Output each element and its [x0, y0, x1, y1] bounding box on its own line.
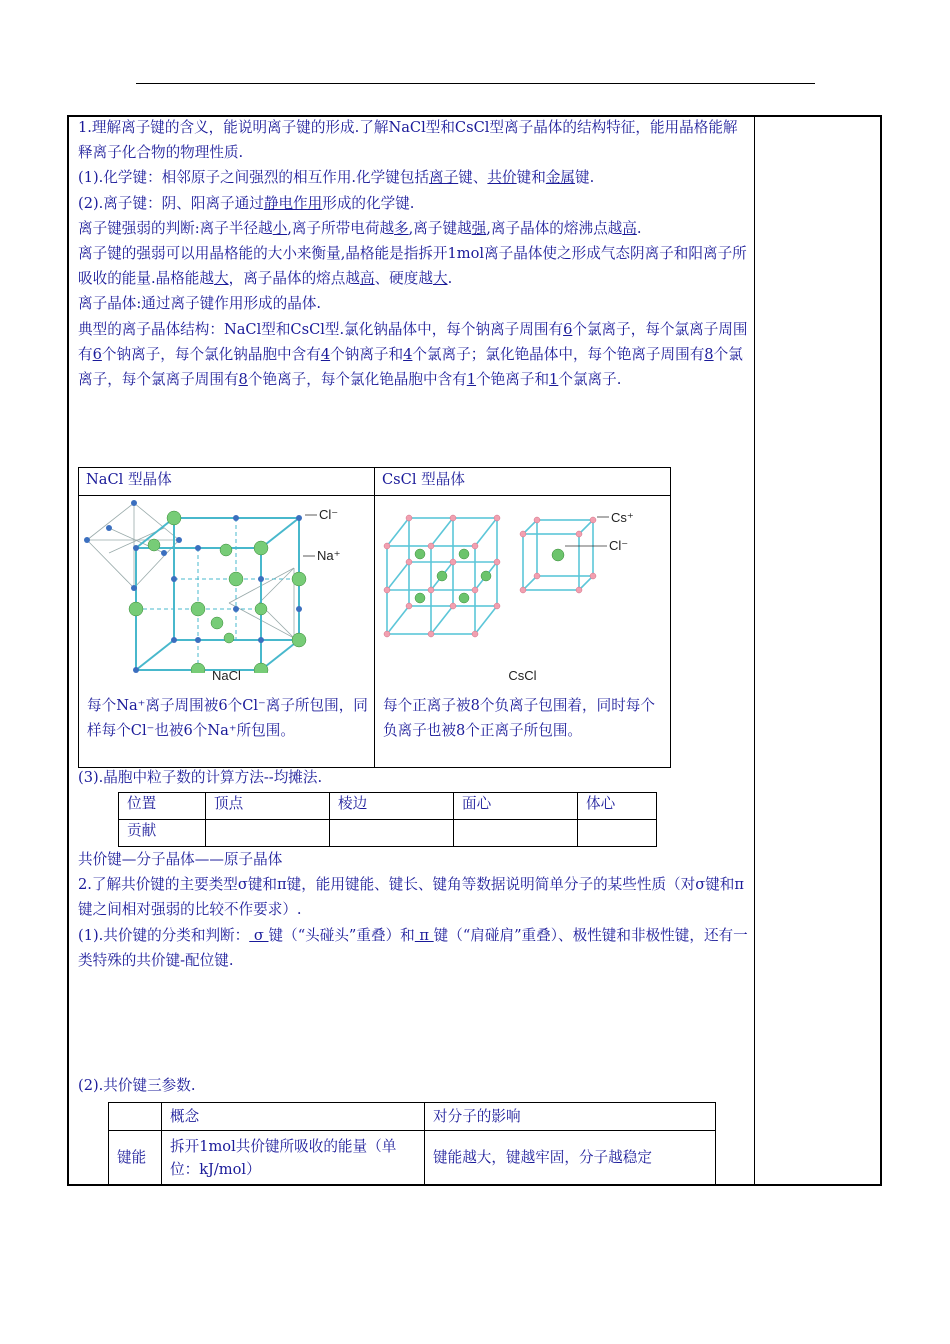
covalent-classification: (1).共价键的分类和判断： σ 键（“头碰头”重叠）和 π 键（“肩碰肩”重叠）、极性键和非极性键，还有一类特殊的共价键-配位键.: [78, 926, 748, 969]
table-cell: [109, 1103, 162, 1131]
nacl-cl-label: Cl⁻: [319, 507, 339, 522]
cscl-description: 每个正离子被8个负离子包围着，同时每个负离子也被8个正离子所包围。: [383, 697, 655, 739]
table-cell: [454, 820, 578, 847]
typical-structure-text: 典型的离子晶体结构：NaCl型和CsCl型.氯化钠晶体中，每个钠离子周围有6个氯离子，每个氯离子周围有6个钠离子，每个氯化钠晶胞中含有4个钠离子和4个氯离子；氯化铯晶体中，每个铯离子周围有8个氯离子，每个氯离子周围有8个铯离子，每个氯化铯晶胞中含有1个铯离子和1个氯离子.: [78, 320, 748, 389]
cscl-cl-label: Cl⁻: [609, 538, 629, 553]
covalent-intro: 2.了解共价键的主要类型σ键和π键，能用键能、键长、键角等数据说明简单分子的某些性质（对σ键和π键之间相对强弱的比较不作要求）.: [78, 876, 744, 919]
table-row: [119, 793, 657, 820]
nacl-cell: [79, 468, 375, 767]
table-cell: 键能: [109, 1131, 162, 1185]
table-cell: 面心: [454, 793, 578, 820]
ionic-bond-text: (2).离子键：阴、阳离子通过静电作用形成的化学键.: [78, 194, 415, 212]
table-cell: [330, 820, 454, 847]
strength-text: 离子键强弱的判断:离子半径越小,离子所带电荷越多,离子键越强,离子晶体的熔沸点越高.: [78, 219, 642, 237]
cscl-caption: CsCl: [508, 668, 537, 683]
section-covalent-bond: [78, 847, 750, 973]
table-row: [109, 1103, 716, 1131]
table-cell: [578, 820, 657, 847]
table-row: [109, 1131, 716, 1185]
section-ionic-bond: [78, 115, 750, 392]
table-cell: 顶点: [206, 793, 330, 820]
intro-text: 1.理解离子键的含义，能说明离子键的形成.了解NaCl型和CsCl型离子晶体的结构特征，能用晶格能解释离子化合物的物理性质.: [78, 119, 738, 162]
lattice-energy-text: 离子键的强弱可以用晶格能的大小来衡量,晶格能是指拆开1mol离子晶体使之形成气态阴离子和阳离子所吸收的能量.晶格能越大，离子晶体的熔点越高、硬度越大.: [78, 245, 747, 288]
covalent-params-title: (2).共价键三参数.: [78, 1077, 196, 1094]
cscl-cs-label: Cs⁺: [611, 510, 634, 525]
header-rule: [136, 83, 815, 84]
table-cell: 位置: [119, 793, 206, 820]
right-column-divider: [754, 115, 755, 1186]
table-cell: [206, 820, 330, 847]
nacl-lattice-diagram: [79, 498, 375, 673]
covalent-params-table: [108, 1102, 716, 1185]
cscl-header: CsCl 型晶体: [375, 468, 670, 496]
table-cell: 键能越大，键越牢固，分子越稳定: [425, 1131, 716, 1185]
table-cell: 贡献: [119, 820, 206, 847]
table-cell: 棱边: [330, 793, 454, 820]
nacl-na-label: Na⁺: [317, 548, 341, 563]
ionic-crystal-text: 离子晶体:通过离子键作用形成的晶体.: [78, 295, 322, 313]
table-row: [119, 820, 657, 847]
crystal-structure-table: [78, 467, 671, 768]
nacl-caption: NaCl: [212, 668, 241, 683]
cscl-lattice-diagram: [375, 498, 671, 673]
nacl-header: NaCl 型晶体: [79, 468, 374, 496]
cscl-cell: [375, 468, 670, 767]
table-cell: 拆开1mol共价键所吸收的能量（单位：kJ/mol）: [162, 1131, 425, 1185]
section3-title: (3).晶胞中粒子数的计算方法--均摊法.: [78, 769, 323, 786]
chem-bond-text: (1).化学键：相邻原子之间强烈的相互作用.化学键包括离子键、共价键和金属键.: [78, 169, 595, 187]
covalent-heading: 共价键—分子晶体——原子晶体: [78, 851, 283, 868]
table-cell: 对分子的影响: [425, 1103, 716, 1131]
table-cell: 概念: [162, 1103, 425, 1131]
nacl-description: 每个Na⁺离子周围被6个Cl⁻离子所包围，同样每个Cl⁻也被6个Na⁺所包围。: [87, 697, 368, 739]
unit-cell-contribution-table: [118, 792, 657, 847]
table-cell: 体心: [578, 793, 657, 820]
